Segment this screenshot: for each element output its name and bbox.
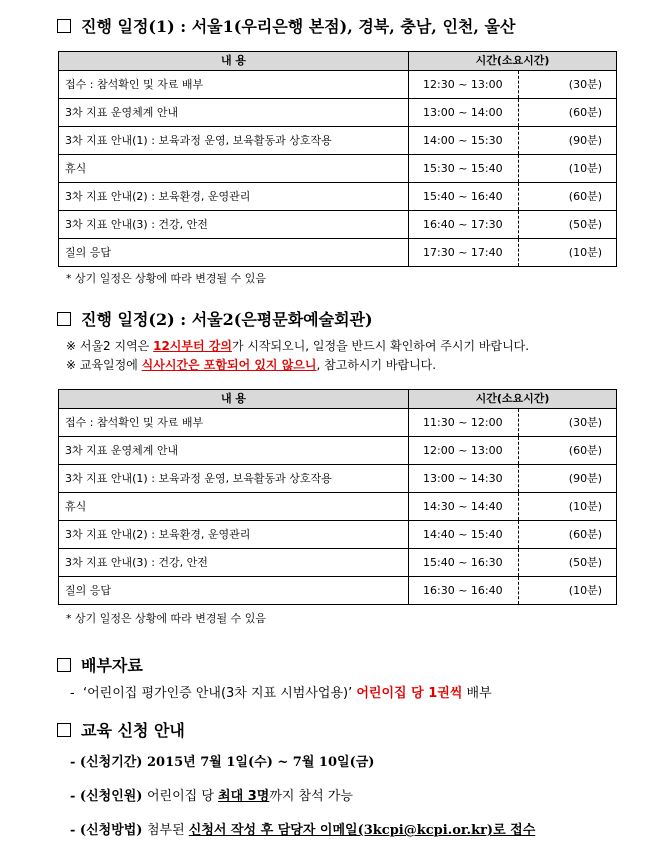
section3-heading (57, 656, 143, 676)
schedule-table-2 (58, 389, 617, 605)
row-time: 14:00 ~ 15:30 (409, 127, 519, 155)
header-time: 시간(소요시간) (409, 390, 617, 409)
row-duration: (30분) (519, 409, 617, 437)
row-time: 12:00 ~ 13:00 (409, 437, 519, 465)
apply-count-item (70, 788, 353, 806)
section2-warning-1 (66, 338, 529, 354)
apply-method-item (70, 822, 535, 840)
row-time: 16:30 ~ 16:40 (409, 577, 519, 605)
section3-title: 배부자료 (81, 656, 143, 675)
section1-heading (57, 17, 515, 37)
table-row (59, 493, 617, 521)
apply-method-text: 첨부된 (146, 823, 189, 838)
row-duration: (90분) (519, 465, 617, 493)
row-content: 3차 지표 안내(2) : 보육환경, 운영관리 (59, 183, 409, 211)
table-row (59, 239, 617, 267)
row-time: 15:40 ~ 16:30 (409, 549, 519, 577)
table-row (59, 127, 617, 155)
row-content: 3차 지표 안내(3) : 건강, 안전 (59, 549, 409, 577)
table-row (59, 71, 617, 99)
header-time: 시간(소요시간) (409, 52, 617, 71)
header-content: 내 용 (59, 52, 409, 71)
table-row (59, 521, 617, 549)
table-header-row (59, 390, 617, 409)
apply-period-item (70, 754, 374, 772)
row-duration: (10분) (519, 155, 617, 183)
row-duration: (50분) (519, 211, 617, 239)
handout-highlight: 어린이집 당 1권씩 (356, 686, 463, 701)
table-row (59, 155, 617, 183)
warning2-suffix: , 참고하시기 바랍니다. (316, 358, 437, 372)
row-time: 17:30 ~ 17:40 (409, 239, 519, 267)
row-duration: (60분) (519, 437, 617, 465)
section1-note: * 상기 일정은 상황에 따라 변경될 수 있음 (66, 272, 266, 285)
row-duration: (60분) (519, 183, 617, 211)
handout-text: ‘어린이집 평가인증 안내(3차 지표 시범사업용)’ (82, 686, 353, 701)
row-duration: (50분) (519, 549, 617, 577)
row-time: 15:30 ~ 15:40 (409, 155, 519, 183)
row-content: 접수 : 참석확인 및 자료 배부 (59, 409, 409, 437)
apply-count-highlight: 최대 3명 (218, 789, 270, 804)
section1-title: 진행 일정(1) : 서울1(우리은행 본점), 경북, 충남, 인천, 울산 (81, 17, 516, 36)
apply-period-text: 2015년 7월 1일(수) ~ 7월 10일(금) (146, 755, 375, 770)
section4-title: 교육 신청 안내 (81, 721, 185, 740)
row-duration: (10분) (519, 493, 617, 521)
table-header-row (59, 52, 617, 71)
row-content: 3차 지표 안내(2) : 보육환경, 운영관리 (59, 521, 409, 549)
row-content: 3차 지표 안내(1) : 보육과정 운영, 보육활동과 상호작용 (59, 127, 409, 155)
section4-heading (57, 721, 185, 741)
row-duration: (10분) (519, 577, 617, 605)
warning1-prefix: ※ 서울2 지역은 (66, 339, 154, 353)
row-time: 11:30 ~ 12:00 (409, 409, 519, 437)
handout-suffix: 배부 (462, 686, 492, 701)
apply-period-label: - (신청기간) (70, 755, 147, 770)
apply-count-text: 어린이집 당 (146, 789, 219, 804)
row-content: 휴식 (59, 155, 409, 183)
row-content: 3차 지표 안내(1) : 보육과정 운영, 보육활동과 상호작용 (59, 465, 409, 493)
apply-method-label: - (신청방법) (70, 823, 147, 838)
row-time: 12:30 ~ 13:00 (409, 71, 519, 99)
table-row (59, 99, 617, 127)
section2-title: 진행 일정(2) : 서울2(은평문화예술회관) (81, 310, 373, 329)
header-content: 내 용 (59, 390, 409, 409)
dash: - (70, 686, 75, 701)
table-row (59, 549, 617, 577)
row-content: 질의 응답 (59, 239, 409, 267)
section2-heading (57, 310, 373, 330)
row-time: 15:40 ~ 16:40 (409, 183, 519, 211)
table-row (59, 211, 617, 239)
row-duration: (30분) (519, 71, 617, 99)
row-duration: (90분) (519, 127, 617, 155)
schedule-table-1 (58, 51, 617, 267)
row-content: 3차 지표 운영체계 안내 (59, 99, 409, 127)
table-row (59, 409, 617, 437)
table-row (59, 183, 617, 211)
table-row (59, 577, 617, 605)
table-row (59, 437, 617, 465)
section2-warning-2 (66, 357, 436, 373)
apply-method-highlight: 신청서 작성 후 담당자 이메일(3kcpi@kcpi.or.kr)로 접수 (188, 823, 536, 838)
row-content: 접수 : 참석확인 및 자료 배부 (59, 71, 409, 99)
row-content: 3차 지표 안내(3) : 건강, 안전 (59, 211, 409, 239)
apply-count-label: - (신청인원) (70, 789, 147, 804)
section2-note: * 상기 일정은 상황에 따라 변경될 수 있음 (66, 612, 266, 625)
row-time: 13:00 ~ 14:30 (409, 465, 519, 493)
row-content: 3차 지표 운영체계 안내 (59, 437, 409, 465)
table-row (59, 465, 617, 493)
warning2-prefix: ※ 교육일정에 (66, 358, 142, 372)
row-time: 13:00 ~ 14:00 (409, 99, 519, 127)
row-duration: (10분) (519, 239, 617, 267)
apply-count-suffix: 까지 참석 가능 (269, 789, 353, 804)
checkbox-square-icon (57, 723, 71, 737)
row-content: 질의 응답 (59, 577, 409, 605)
row-time: 16:40 ~ 17:30 (409, 211, 519, 239)
checkbox-square-icon (57, 658, 71, 672)
row-time: 14:30 ~ 14:40 (409, 493, 519, 521)
checkbox-square-icon (57, 312, 71, 326)
handout-item (70, 685, 492, 703)
warning1-suffix: 가 시작되오니, 일정을 반드시 확인하여 주시기 바랍니다. (231, 339, 530, 353)
row-duration: (60분) (519, 99, 617, 127)
row-time: 14:40 ~ 15:40 (409, 521, 519, 549)
row-duration: (60분) (519, 521, 617, 549)
row-content: 휴식 (59, 493, 409, 521)
warning2-highlight: 식사시간은 포함되어 있지 않으니 (141, 358, 317, 372)
warning1-highlight: 12시부터 강의 (153, 339, 232, 353)
checkbox-square-icon (57, 19, 71, 33)
